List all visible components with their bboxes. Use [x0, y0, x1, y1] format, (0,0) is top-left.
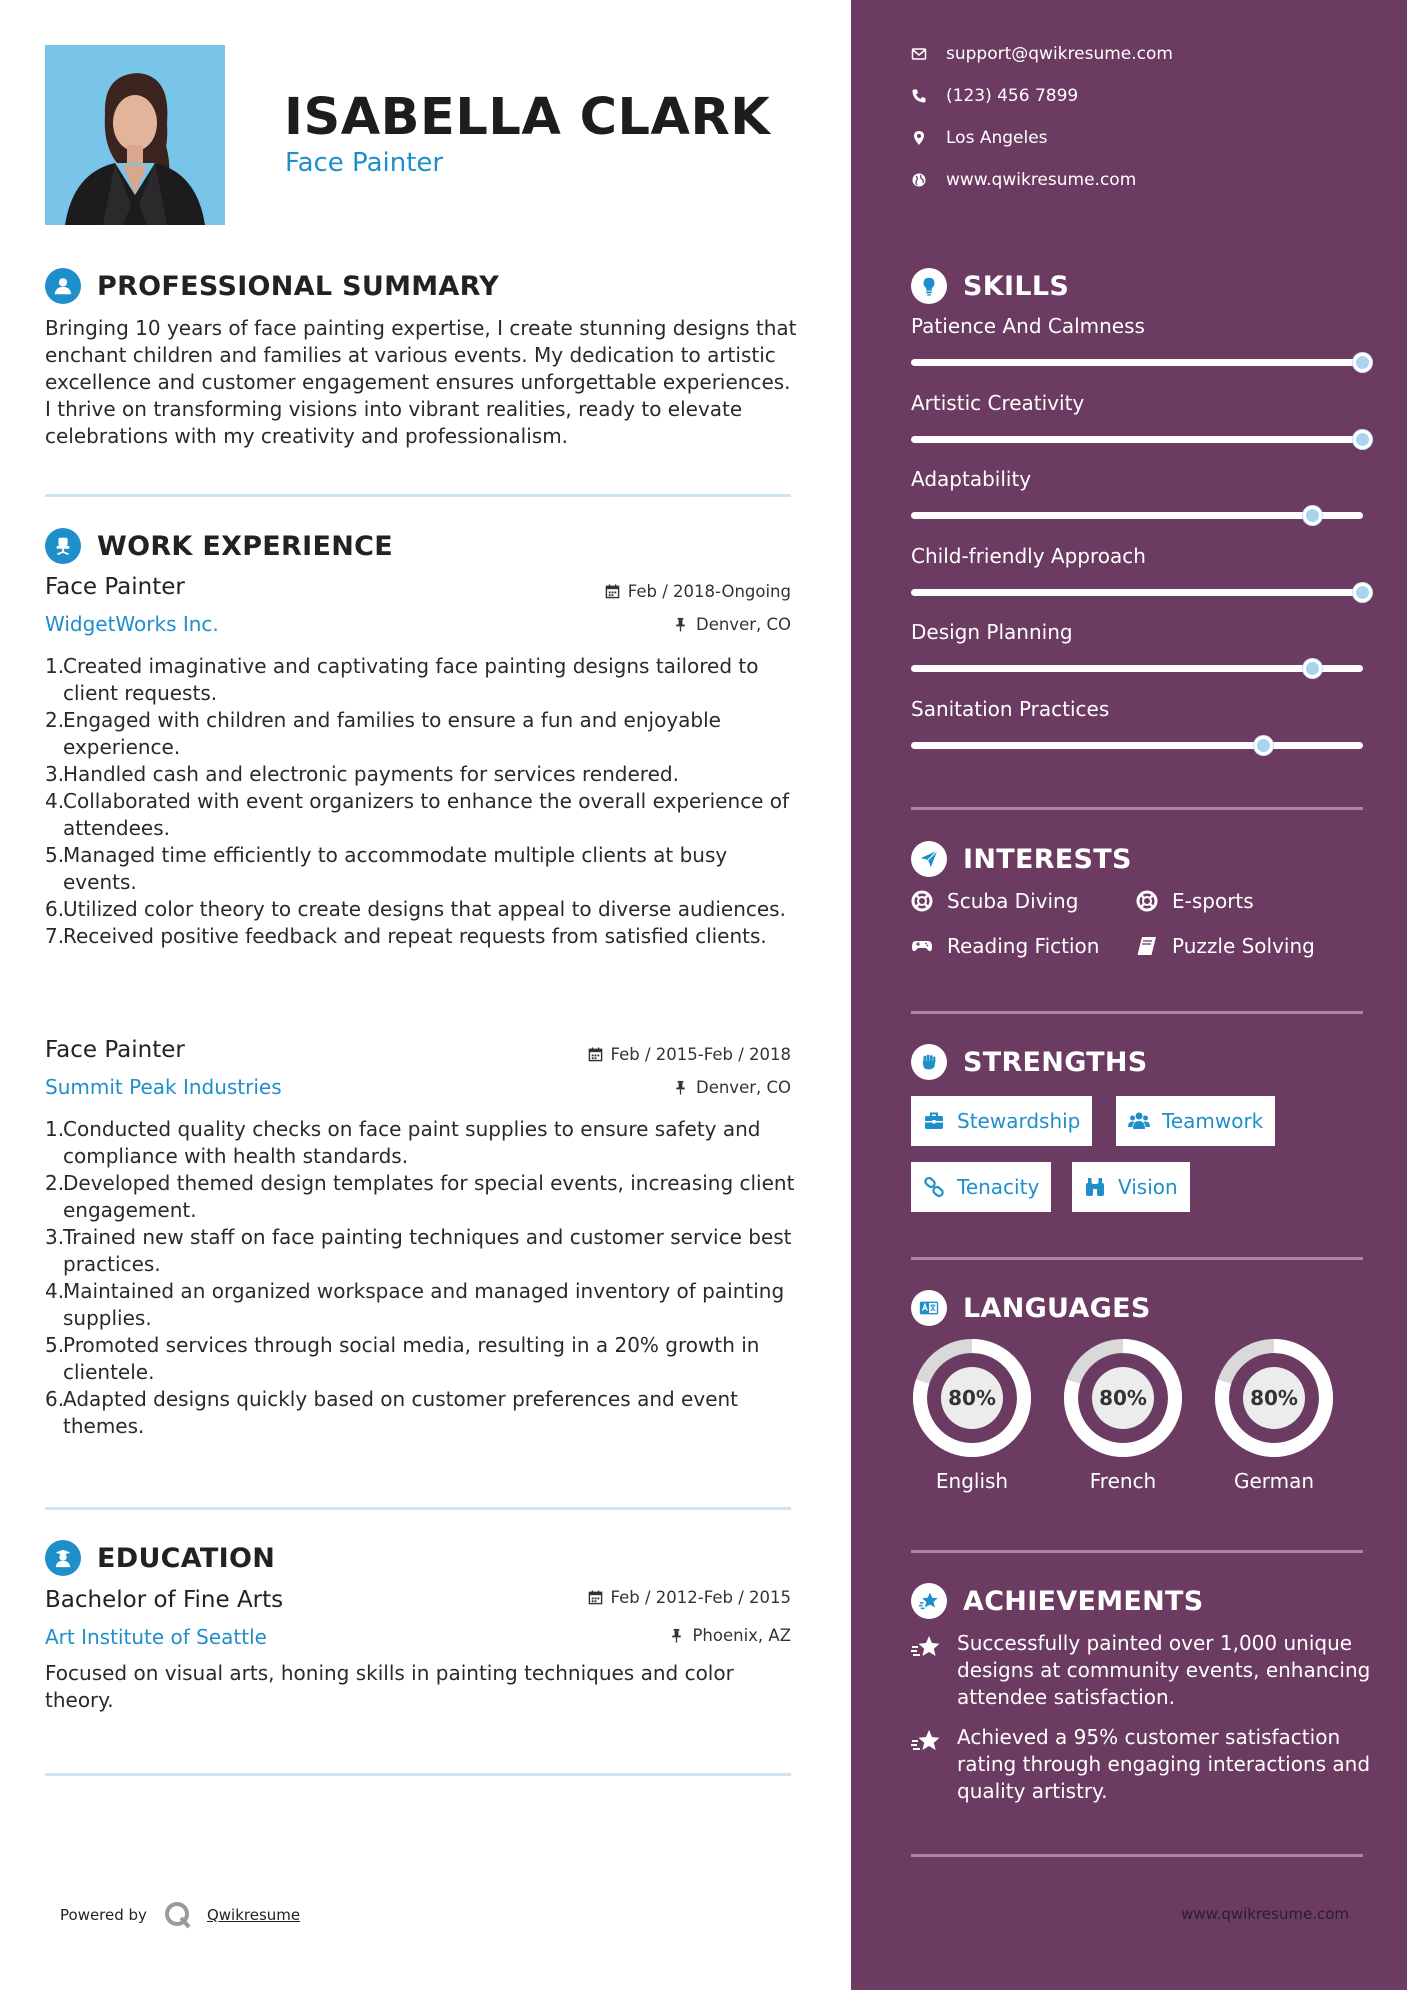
globe-icon: [911, 172, 927, 188]
map-marker-icon: [911, 130, 927, 146]
footer-website[interactable]: www.qwikresume.com: [1181, 1905, 1349, 1923]
list-item: 2. Engaged with children and families to ensure a fun and enjoyable experience.: [45, 708, 721, 759]
profile-photo: [45, 45, 225, 225]
language-percent: 80%: [948, 1386, 996, 1410]
skill-bar: [911, 436, 1363, 443]
strength-label: Teamwork: [1162, 1109, 1264, 1133]
education-dates: [588, 1588, 791, 1607]
job-1-location: [673, 615, 791, 634]
sidebar-divider: [911, 1550, 1363, 1553]
list-item: 3. Handled cash and electronic payments for services rendered.: [45, 762, 679, 786]
interest-label: E-sports: [1172, 889, 1254, 913]
skill-label: Child-friendly Approach: [911, 543, 1146, 568]
interest-label: Reading Fiction: [947, 934, 1100, 958]
powered-by-label: Powered by: [60, 1906, 147, 1924]
summary-heading: [45, 268, 499, 304]
skill-label: Patience And Calmness: [911, 314, 1145, 338]
list-item: 4. Collaborated with event organizers to enhance the overall experience of attendees.: [45, 789, 790, 840]
envelope-icon: [911, 46, 927, 62]
skill-level-knob: [1303, 659, 1322, 678]
strength-badge: [1072, 1162, 1190, 1212]
education-degree: Bachelor of Fine Arts: [45, 1587, 284, 1613]
list-item: 6. Adapted designs quickly based on customer preferences and event themes.: [45, 1387, 739, 1438]
strength-label: Stewardship: [957, 1109, 1081, 1133]
job-1-title: Face Painter: [45, 574, 185, 600]
contact-phone[interactable]: [911, 86, 1078, 106]
skills-title: SKILLS: [963, 270, 1070, 302]
list-item: 2. Developed themed design templates for special events, increasing client engagement.: [45, 1171, 795, 1222]
contact-website-text: www.qwikresume.com: [946, 170, 1137, 190]
link-icon: [923, 1176, 945, 1198]
skill-level-knob: [1353, 583, 1372, 602]
skill-label: Sanitation Practices: [911, 696, 1110, 721]
education-description: Focused on visual arts, honing skills in painting techniques and color theory.: [45, 1661, 734, 1712]
strength-label: Tenacity: [957, 1175, 1040, 1199]
education-dates-text: Feb / 2012-Feb / 2015: [610, 1588, 791, 1607]
skill-bar: [911, 359, 1363, 366]
paper-plane-icon: [911, 841, 947, 877]
contact-location: [911, 128, 1048, 148]
strength-badge: [1116, 1096, 1275, 1146]
job-1-company: WidgetWorks Inc.: [45, 612, 219, 636]
binoculars-icon: [1084, 1176, 1106, 1198]
skills-heading: [911, 268, 1069, 304]
section-divider: [45, 494, 791, 497]
skill-label: Artistic Creativity: [911, 390, 1085, 415]
contact-phone-text: (123) 456 7899: [946, 86, 1079, 106]
list-item: 1. Created imaginative and captivating face painting designs tailored to client requests.: [45, 654, 759, 705]
list-item: 5. Managed time efficiently to accommodate multiple clients at busy events.: [45, 843, 728, 894]
lightbulb-icon: [911, 268, 947, 304]
interest-label: Scuba Diving: [947, 889, 1079, 913]
interests-heading: [911, 841, 1132, 877]
profile-photo-illustration: [45, 45, 225, 225]
job-1-dates-text: Feb / 2018-Ongoing: [627, 582, 791, 601]
calendar-icon: [605, 584, 620, 599]
skill-level-knob: [1353, 430, 1372, 449]
list-item: 7. Received positive feedback and repeat requests from satisfied clients.: [45, 924, 767, 948]
section-divider: [45, 1773, 791, 1776]
skill-bar: [911, 665, 1363, 672]
achievement-text: Successfully painted over 1,000 unique designs at community events, enhancing attendee satisfaction.: [957, 1631, 1371, 1709]
phone-icon: [911, 88, 927, 104]
gamepad-icon: [911, 935, 933, 957]
job-2-dates: [588, 1045, 791, 1064]
languages-heading: [911, 1290, 1151, 1326]
translate-icon: [911, 1290, 947, 1326]
sidebar-divider: [911, 1854, 1363, 1857]
strengths-title: STRENGTHS: [963, 1046, 1148, 1078]
job-2-location-text: Denver, CO: [695, 1078, 791, 1097]
interest-label: Puzzle Solving: [1172, 934, 1315, 958]
list-item: 5. Promoted services through social media, resulting in a 20% growth in clientele.: [45, 1333, 760, 1384]
list-item: 6. Utilized color theory to create designs that appeal to diverse audiences.: [45, 897, 786, 921]
skill-label: Design Planning: [911, 620, 1073, 644]
skill-bar: [911, 589, 1363, 596]
users-icon: [1128, 1110, 1150, 1132]
contact-email-text: support@qwikresume.com: [946, 44, 1173, 64]
contact-email[interactable]: [911, 44, 1173, 64]
sidebar-divider: [911, 1011, 1363, 1014]
job-1-location-text: Denver, CO: [695, 615, 791, 634]
calendar-icon: [588, 1047, 603, 1062]
interests-title: INTERESTS: [963, 843, 1132, 875]
star-icon: [911, 1726, 941, 1756]
job-2-bullets: [45, 1116, 805, 1440]
strength-label: Vision: [1118, 1175, 1178, 1199]
skill-level-knob: [1353, 353, 1372, 372]
office-chair-icon: [45, 528, 81, 564]
interest-item: [1136, 889, 1254, 913]
interest-item: [911, 934, 1099, 958]
star-badge-icon: [911, 1583, 947, 1619]
lifebuoy-icon: [911, 890, 933, 912]
fist-icon: [911, 1044, 947, 1080]
education-title: EDUCATION: [97, 1542, 276, 1574]
language-item: [1213, 1337, 1335, 1493]
language-percent: 80%: [1099, 1386, 1147, 1410]
pin-icon: [673, 1080, 688, 1095]
experience-title: WORK EXPERIENCE: [97, 530, 393, 562]
education-heading: [45, 1540, 275, 1576]
section-divider: [45, 1507, 791, 1510]
graduate-icon: [45, 1540, 81, 1576]
briefcase-icon: [923, 1110, 945, 1132]
qwikresume-logo-icon: [163, 1900, 193, 1930]
star-icon: [911, 1632, 941, 1662]
job-2-dates-text: Feb / 2015-Feb / 2018: [610, 1045, 791, 1064]
strength-badge: [911, 1162, 1051, 1212]
education-location: [669, 1626, 791, 1645]
list-item: 3. Trained new staff on face painting techniques and customer service best practices.: [45, 1225, 792, 1276]
pin-icon: [669, 1628, 684, 1643]
job-2-location: [673, 1078, 791, 1097]
achievements-title: ACHIEVEMENTS: [963, 1585, 1204, 1617]
summary-text: Bringing 10 years of face painting expertise, I create stunning designs that enchant children and families at various events. My dedication to artistic excellence and customer engagement ensures unforgettable experiences. I thrive on transforming visions into vibrant realities, ready to elevate celebrations with my creativity and professionalism.: [45, 316, 797, 448]
job-2-company: Summit Peak Industries: [45, 1075, 282, 1099]
job-1-dates: [605, 582, 791, 601]
education-location-text: Phoenix, AZ: [692, 1626, 791, 1645]
achievement-item: [911, 1724, 1371, 1805]
job-1-bullets: [45, 653, 805, 950]
list-item: 1. Conducted quality checks on face paint supplies to ensure safety and compliance with health standards.: [45, 1117, 761, 1168]
user-icon: [45, 268, 81, 304]
languages-title: LANGUAGES: [963, 1292, 1151, 1324]
sidebar-divider: [911, 807, 1363, 810]
list-item: 4. Maintained an organized workspace and managed inventory of painting supplies.: [45, 1279, 785, 1330]
powered-by: [60, 1900, 300, 1930]
pin-icon: [673, 617, 688, 632]
achievement-text: Achieved a 95% customer satisfaction rating through engaging interactions and quality artistry.: [957, 1725, 1371, 1803]
interest-item: [911, 889, 1078, 913]
lifebuoy-icon: [1136, 890, 1158, 912]
powered-by-brand-link[interactable]: Qwikresume: [206, 1906, 301, 1924]
language-item: [911, 1337, 1033, 1493]
interest-item: [1136, 934, 1315, 958]
education-school: Art Institute of Seattle: [45, 1625, 267, 1649]
skill-bar: [911, 512, 1363, 519]
candidate-name: ISABELLA CLARK: [284, 88, 771, 147]
book-icon: [1136, 935, 1158, 957]
sidebar-divider: [911, 1257, 1363, 1260]
language-name: German: [1233, 1469, 1315, 1493]
strength-badge: [911, 1096, 1092, 1146]
skill-label: Adaptability: [911, 467, 1032, 491]
skill-level-knob: [1254, 736, 1273, 755]
language-name: English: [935, 1469, 1009, 1493]
achievement-item: [911, 1630, 1371, 1711]
language-name: French: [1089, 1469, 1157, 1493]
contact-location-text: Los Angeles: [946, 128, 1048, 148]
strengths-heading: [911, 1044, 1148, 1080]
skill-level-knob: [1303, 506, 1322, 525]
sidebar: [851, 0, 1407, 1990]
contact-website[interactable]: [911, 170, 1136, 190]
achievements-heading: [911, 1583, 1204, 1619]
language-percent: 80%: [1250, 1386, 1298, 1410]
candidate-title: Face Painter: [285, 148, 444, 178]
experience-heading: [45, 528, 393, 564]
calendar-icon: [588, 1590, 603, 1605]
language-item: [1062, 1337, 1184, 1493]
summary-title: PROFESSIONAL SUMMARY: [97, 270, 500, 302]
skill-bar: [911, 742, 1363, 749]
job-2-title: Face Painter: [45, 1037, 185, 1063]
